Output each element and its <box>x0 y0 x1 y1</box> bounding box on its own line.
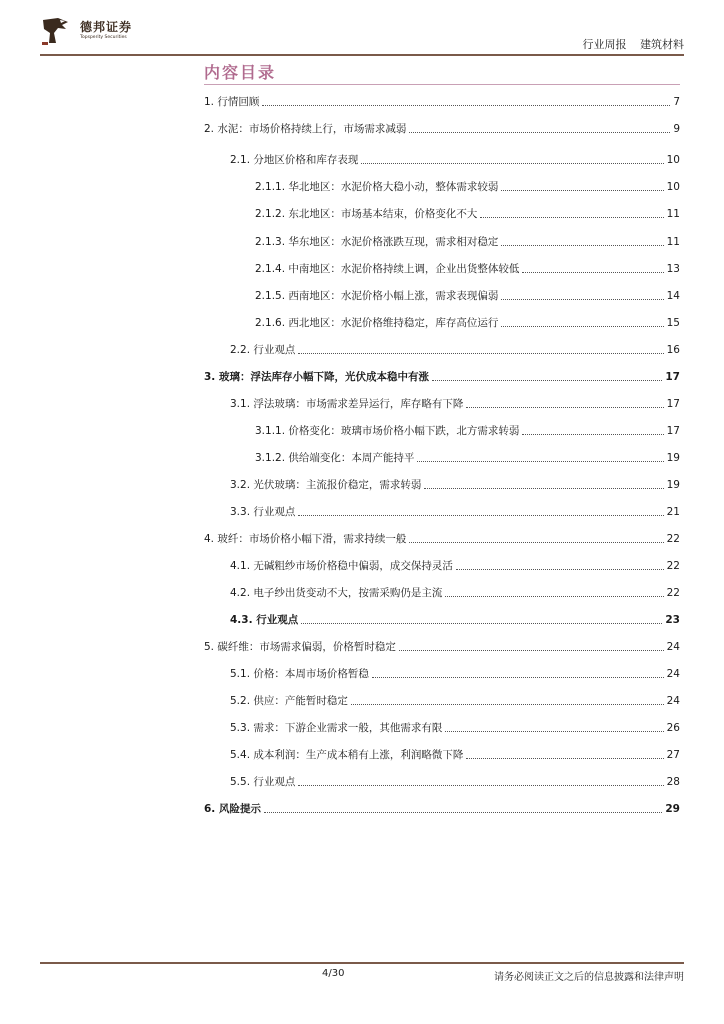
toc-entry-number: 5.5. <box>230 776 251 788</box>
toc-entry-page: 28 <box>666 776 680 788</box>
toc-entry-number: 6. <box>204 803 216 815</box>
toc-entry-page: 15 <box>666 317 680 329</box>
toc-entry-5-1[interactable] <box>230 665 680 681</box>
toc-entry-4-2[interactable] <box>230 584 680 600</box>
toc-entry-text: 华北地区：水泥价格大稳小动，整体需求较弱 <box>288 181 499 193</box>
report-type: 行业周报 <box>582 38 627 51</box>
toc-leader-dots <box>409 541 663 543</box>
toc-leader-dots <box>432 379 662 381</box>
toc-entry-5[interactable] <box>204 638 680 654</box>
toc-entry-2-1-4[interactable] <box>255 260 680 276</box>
toc-entry-text: 行情回顾 <box>217 96 260 108</box>
toc-entry-page: 24 <box>666 641 680 653</box>
toc-entry-2[interactable] <box>204 120 680 136</box>
toc-entry-text: 供应：产能暂时稳定 <box>253 695 348 707</box>
toc-entry-number: 5.4. <box>230 749 251 761</box>
header-divider <box>40 54 684 56</box>
toc-entry-5-5[interactable] <box>230 773 680 789</box>
toc-entry-number: 2.1. <box>230 154 251 166</box>
toc-entry-text: 分地区价格和库存表现 <box>253 154 359 166</box>
toc-entry-2-1-6[interactable] <box>255 314 680 330</box>
toc-entry-page: 11 <box>666 208 680 220</box>
logo-chinese-name: 德邦证券 <box>80 20 133 34</box>
toc-entry-number: 4. <box>204 533 215 545</box>
toc-leader-dots <box>522 433 663 435</box>
toc-entry-page: 9 <box>673 123 680 135</box>
toc-entry-number: 1. <box>204 96 215 108</box>
toc-leader-dots <box>417 460 663 462</box>
toc-leader-dots <box>501 298 663 300</box>
footer-divider <box>40 962 684 964</box>
toc-entry-number: 5.2. <box>230 695 251 707</box>
toc-entry-page: 23 <box>665 614 680 626</box>
toc-entry-text: 光伏玻璃：主流报价稳定，需求转弱 <box>253 479 422 491</box>
toc-entry-5-2[interactable] <box>230 692 680 708</box>
toc-entry-3-1-2[interactable] <box>255 449 680 465</box>
toc-entry-number: 3.1.1. <box>255 425 286 437</box>
toc-leader-dots <box>298 784 663 786</box>
toc-entry-number: 2.1.6. <box>255 317 286 329</box>
toc-entry-page: 22 <box>666 533 680 545</box>
toc-leader-dots <box>445 730 663 732</box>
logo-english-name: Topsperity Securities <box>80 35 127 40</box>
toc-leader-dots <box>372 676 664 678</box>
toc-title: 内容目录 <box>204 63 277 82</box>
toc-entry-page: 17 <box>666 398 680 410</box>
toc-entry-text: 需求：下游企业需求一般，其他需求有限 <box>253 722 443 734</box>
toc-entry-number: 5.3. <box>230 722 251 734</box>
toc-entry-text: 成本利润：生产成本稍有上涨，利润略微下降 <box>253 749 464 761</box>
toc-entry-5-4[interactable] <box>230 746 680 762</box>
toc-entry-text: 无碱粗纱市场价格稳中偏弱，成交保持灵活 <box>253 560 453 572</box>
toc-entry-number: 3. <box>204 371 216 383</box>
toc-leader-dots <box>466 757 663 759</box>
company-logo <box>40 16 150 50</box>
toc-entry-4[interactable] <box>204 530 680 546</box>
toc-leader-dots <box>298 514 663 516</box>
report-sector: 建筑材料 <box>640 38 684 51</box>
toc-entry-page: 26 <box>666 722 680 734</box>
toc-entry-page: 29 <box>665 803 680 815</box>
toc-entry-text: 玻璃：浮法库存小幅下降，光伏成本稳中有涨 <box>218 371 429 383</box>
toc-entry-1[interactable] <box>204 93 680 109</box>
toc-entry-text: 西北地区：水泥价格维持稳定，库存高位运行 <box>288 317 499 329</box>
toc-entry-text: 价格变化：玻璃市场价格小幅下跌，北方需求转弱 <box>288 425 520 437</box>
toc-entry-2-2[interactable] <box>230 341 680 357</box>
toc-entry-6[interactable] <box>204 800 680 816</box>
toc-leader-dots <box>445 595 663 597</box>
page-header <box>0 0 724 60</box>
toc-entry-number: 2.1.5. <box>255 290 286 302</box>
toc-entry-page: 16 <box>666 344 680 356</box>
toc-entry-text: 中南地区：水泥价格持续上调，企业出货整体较低 <box>288 263 520 275</box>
toc-entry-3-2[interactable] <box>230 476 680 492</box>
toc-leader-dots <box>298 352 663 354</box>
legal-disclaimer: 请务必阅读正文之后的信息披露和法律声明 <box>494 972 684 983</box>
toc-leader-dots <box>301 622 662 624</box>
toc-entry-3-1[interactable] <box>230 395 680 411</box>
toc-leader-dots <box>351 703 664 705</box>
toc-entry-page: 22 <box>666 587 680 599</box>
toc-entry-text: 浮法玻璃：市场需求差异运行，库存略有下降 <box>253 398 464 410</box>
toc-entry-number: 5.1. <box>230 668 251 680</box>
toc-entry-number: 3.1. <box>230 398 251 410</box>
toc-entry-number: 2.1.4. <box>255 263 286 275</box>
toc-entry-2-1-1[interactable] <box>255 178 680 194</box>
toc-entry-page: 7 <box>673 96 680 108</box>
toc-leader-dots <box>361 162 663 164</box>
toc-entry-number: 2.1.1. <box>255 181 286 193</box>
toc-entry-page: 19 <box>666 452 680 464</box>
toc-leader-dots <box>522 271 663 273</box>
toc-leader-dots <box>262 104 670 106</box>
toc-entry-page: 14 <box>666 290 680 302</box>
toc-entry-number: 2.2. <box>230 344 251 356</box>
toc-entry-4-3[interactable] <box>230 611 680 627</box>
toc-leader-dots <box>480 216 663 218</box>
toc-entry-text: 东北地区：市场基本结束，价格变化不大 <box>288 208 478 220</box>
toc-entry-text: 碳纤维：市场需求偏弱，价格暂时稳定 <box>217 641 396 653</box>
toc-leader-dots <box>501 189 663 191</box>
toc-entry-5-3[interactable] <box>230 719 680 735</box>
toc-entry-text: 华东地区：水泥价格涨跌互现，需求相对稳定 <box>288 236 499 248</box>
toc-entry-page: 27 <box>666 749 680 761</box>
toc-entry-number: 2.1.3. <box>255 236 286 248</box>
toc-entry-2-1-3[interactable] <box>255 233 680 249</box>
toc-entry-number: 4.1. <box>230 560 251 572</box>
dragon-logo-icon <box>40 16 74 46</box>
toc-entry-2-1-2[interactable] <box>255 205 680 221</box>
toc-entry-number: 3.1.2. <box>255 452 286 464</box>
toc-entry-text: 西南地区：水泥价格小幅上涨，需求表现偏弱 <box>288 290 499 302</box>
toc-entry-text: 行业观点 <box>256 614 299 626</box>
toc-leader-dots <box>501 244 663 246</box>
toc-leader-dots <box>399 649 664 651</box>
toc-entry-3[interactable] <box>204 368 680 384</box>
toc-entry-number: 3.2. <box>230 479 251 491</box>
toc-entry-text: 行业观点 <box>253 776 296 788</box>
toc-entry-text: 玻纤：市场价格小幅下滑，需求持续一般 <box>217 533 407 545</box>
toc-entry-text: 风险提示 <box>218 803 261 815</box>
toc-entry-text: 价格：本周市场价格暂稳 <box>253 668 369 680</box>
toc-entry-text: 行业观点 <box>253 506 296 518</box>
page-indicator: 4/30 <box>322 968 345 979</box>
toc-leader-dots <box>264 811 662 813</box>
toc-entry-text: 电子纱出货变动不大，按需采购仍是主流 <box>253 587 443 599</box>
toc-leader-dots <box>424 487 663 489</box>
toc-entry-number: 4.2. <box>230 587 251 599</box>
toc-entry-number: 3.3. <box>230 506 251 518</box>
toc-entry-page: 24 <box>666 668 680 680</box>
toc-leader-dots <box>409 131 670 133</box>
toc-leader-dots <box>466 406 663 408</box>
toc-entry-3-3[interactable] <box>230 503 680 519</box>
toc-title-divider <box>204 84 680 85</box>
header-report-info <box>573 36 685 52</box>
toc-entry-2-1-5[interactable] <box>255 287 680 303</box>
toc-entry-page: 19 <box>666 479 680 491</box>
toc-entry-number: 2.1.2. <box>255 208 286 220</box>
toc-entry-page: 13 <box>666 263 680 275</box>
toc-entry-page: 10 <box>666 181 680 193</box>
toc-leader-dots <box>456 568 664 570</box>
toc-entry-page: 17 <box>665 371 680 383</box>
toc-entry-page: 10 <box>666 154 680 166</box>
toc-entry-text: 供给端变化：本周产能持平 <box>288 452 415 464</box>
toc-entry-number: 2. <box>204 123 215 135</box>
toc-entry-4-1[interactable] <box>230 557 680 573</box>
toc-entry-text: 水泥：市场价格持续上行，市场需求减弱 <box>217 123 407 135</box>
toc-entry-page: 21 <box>666 506 680 518</box>
toc-entry-text: 行业观点 <box>253 344 296 356</box>
toc-entry-3-1-1[interactable] <box>255 422 680 438</box>
toc-entry-page: 22 <box>666 560 680 572</box>
toc-entry-page: 11 <box>666 236 680 248</box>
toc-entry-page: 17 <box>666 425 680 437</box>
toc-leader-dots <box>501 325 663 327</box>
toc-entry-number: 5. <box>204 641 215 653</box>
toc-entry-page: 24 <box>666 695 680 707</box>
toc-entry-2-1[interactable] <box>230 151 680 167</box>
toc-entry-number: 4.3. <box>230 614 253 626</box>
